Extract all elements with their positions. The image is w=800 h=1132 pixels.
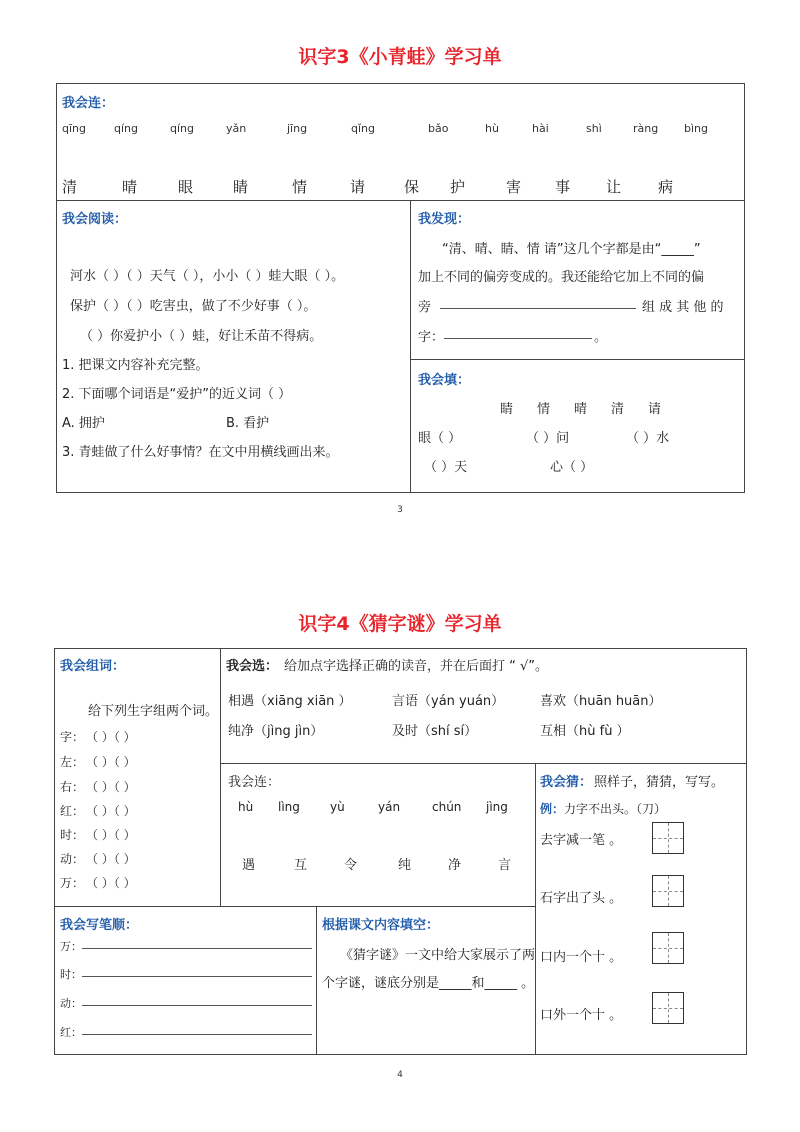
- stroke-line[interactable]: [82, 948, 312, 949]
- riddle: 口内一个十 。: [540, 950, 623, 965]
- read-option-b: B. 看护: [226, 416, 270, 431]
- pinyin: qǐng: [351, 122, 375, 135]
- group-char: 右：: [60, 780, 85, 794]
- riddle: 去字减一笔 。: [540, 833, 623, 848]
- example-text: 力字不出头。（刀）: [564, 802, 667, 816]
- word: 请: [648, 402, 662, 417]
- stroke-label: 我会写笔顺：: [60, 918, 139, 933]
- choose-item[interactable]: 及时（shí sí）: [392, 724, 478, 739]
- group-blanks[interactable]: （ ）（ ）: [86, 852, 136, 866]
- discover-text: 。: [594, 330, 608, 345]
- guess-instruction: 照样子，猜猜，写写。: [594, 775, 725, 790]
- choose-item[interactable]: 互相（hù fù ）: [540, 724, 630, 739]
- char: 净: [448, 858, 462, 873]
- discover-text: “清、晴、睛、情 请”这几个字都是由“_____”: [442, 242, 701, 257]
- answer-grid[interactable]: [652, 932, 684, 964]
- riddle: 口外一个十 。: [540, 1008, 623, 1023]
- pinyin: bìng: [684, 122, 708, 135]
- group-blanks[interactable]: （ ）（ ）: [86, 730, 136, 744]
- stroke-line[interactable]: [82, 1034, 312, 1035]
- group-label: 我会组词：: [60, 659, 126, 674]
- group-char: 红：: [60, 804, 85, 818]
- answer-grid[interactable]: [652, 992, 684, 1024]
- stroke-char: 红：: [60, 1026, 82, 1039]
- group-blanks[interactable]: （ ）（ ）: [86, 804, 136, 818]
- discover-text: 字：: [418, 330, 445, 345]
- page-number: 4: [397, 1070, 403, 1080]
- choose-item[interactable]: 纯净（jìng jìn）: [228, 724, 324, 739]
- group-char: 字：: [60, 730, 85, 744]
- char: 言: [498, 858, 512, 873]
- cloze-text: 个字谜，谜底分别是_____和_____ 。: [322, 976, 535, 991]
- read-question: 2. 下面哪个词语是“爱护”的近义词（ ）: [62, 387, 292, 402]
- fill-blank[interactable]: 眼（ ）: [418, 431, 462, 446]
- char: 病: [658, 178, 674, 196]
- char: 纯: [398, 858, 412, 873]
- divider: [535, 763, 536, 1055]
- word: 晴: [574, 402, 588, 417]
- word: 情: [537, 402, 551, 417]
- char: 请: [350, 178, 366, 196]
- example-label: 例：: [540, 802, 565, 816]
- answer-blank[interactable]: [444, 338, 592, 339]
- guess-label: 我会猜：: [540, 775, 593, 790]
- pinyin: jìng: [486, 800, 508, 814]
- riddle: 石字出了头 。: [540, 891, 623, 906]
- read-question: 3. 青蛙做了什么好事情？在文中用横线画出来。: [62, 445, 339, 460]
- fill-blank[interactable]: （ ）天: [424, 460, 468, 475]
- pinyin: hài: [532, 122, 549, 135]
- char: 互: [294, 858, 308, 873]
- group-instruction: 给下列生字组两个词。: [88, 704, 219, 719]
- char: 情: [292, 178, 308, 196]
- read-option-a: A. 拥护: [62, 416, 105, 431]
- answer-blank[interactable]: [440, 308, 636, 309]
- word: 清: [611, 402, 625, 417]
- char: 保: [404, 178, 420, 196]
- read-passage-line: （ ）你爱护小（ ）蛙，好让禾苗不得病。: [80, 329, 323, 344]
- fill-blank[interactable]: 心（ ）: [550, 460, 594, 475]
- group-blanks[interactable]: （ ）（ ）: [86, 755, 136, 769]
- discover-text: 旁: [418, 300, 432, 315]
- pinyin: bǎo: [428, 122, 449, 135]
- discover-text: 组 成 其 他 的: [642, 300, 724, 315]
- fill-blank[interactable]: （ ）问: [526, 431, 570, 446]
- word: 睛: [500, 402, 514, 417]
- char: 清: [62, 178, 78, 196]
- divider: [54, 906, 535, 907]
- choose-instruction: 给加点字选择正确的读音，并在后面打 “ √”。: [284, 659, 549, 674]
- pinyin: hù: [238, 800, 254, 814]
- read-label: 我会阅读：: [62, 212, 128, 227]
- pinyin: yán: [378, 800, 401, 814]
- pinyin: shì: [586, 122, 602, 135]
- pinyin: qīng: [62, 122, 86, 135]
- answer-grid[interactable]: [652, 822, 684, 854]
- discover-text: 加上不同的偏旁变成的。我还能给它加上不同的偏: [418, 270, 705, 285]
- char: 令: [344, 858, 358, 873]
- char: 让: [606, 178, 622, 196]
- stroke-line[interactable]: [82, 1005, 312, 1006]
- stroke-char: 时：: [60, 968, 82, 981]
- choose-item[interactable]: 言语（yán yuán）: [392, 694, 505, 709]
- pinyin: hù: [485, 122, 499, 135]
- cloze-text: 《猜字谜》一文中给大家展示了两: [340, 948, 536, 963]
- divider: [56, 200, 745, 201]
- answer-grid[interactable]: [652, 875, 684, 907]
- connect-label: 我会连：: [62, 96, 115, 111]
- divider: [410, 359, 745, 360]
- char: 眼: [178, 178, 194, 196]
- fill-label: 我会填：: [418, 373, 471, 388]
- group-blanks[interactable]: （ ）（ ）: [86, 828, 136, 842]
- group-char: 时：: [60, 828, 85, 842]
- connect4-label: 我会连：: [228, 775, 281, 790]
- divider: [410, 200, 411, 493]
- char: 事: [555, 178, 571, 196]
- sheet4-title: 识字4《猜字谜》学习单: [298, 613, 502, 635]
- group-char: 万：: [60, 876, 85, 890]
- char: 遇: [242, 858, 256, 873]
- page-number: 3: [397, 505, 403, 515]
- pinyin: qíng: [114, 122, 138, 135]
- stroke-line[interactable]: [82, 976, 312, 977]
- choose-label: 我会选：: [226, 659, 279, 674]
- read-question: 1. 把课文内容补充完整。: [62, 358, 209, 373]
- discover-label: 我发现：: [418, 212, 471, 227]
- char: 晴: [122, 178, 138, 196]
- group-blanks[interactable]: （ ）（ ）: [86, 876, 136, 890]
- pinyin: jīng: [287, 122, 308, 135]
- read-passage-line: 河水（ ）（ ）天气（ ），小小（ ）蛙大眼（ ）。: [70, 269, 345, 284]
- pinyin: lìng: [278, 800, 300, 814]
- stroke-char: 动：: [60, 997, 82, 1010]
- choose-item[interactable]: 喜欢（huān huān）: [540, 694, 662, 709]
- pinyin: yù: [330, 800, 345, 814]
- divider: [316, 906, 317, 1055]
- char: 害: [506, 178, 522, 196]
- pinyin: ràng: [633, 122, 659, 135]
- choose-item[interactable]: 相遇（xiāng xiān ）: [228, 694, 352, 709]
- divider: [220, 648, 221, 906]
- pinyin: chún: [432, 800, 462, 814]
- group-char: 动：: [60, 852, 85, 866]
- fill-blank[interactable]: （ ）水: [626, 431, 670, 446]
- pinyin: qíng: [170, 122, 194, 135]
- char: 护: [450, 178, 466, 196]
- divider: [220, 763, 747, 764]
- group-char: 左：: [60, 755, 85, 769]
- sheet3-title: 识字3《小青蛙》学习单: [298, 46, 502, 68]
- group-blanks[interactable]: （ ）（ ）: [86, 780, 136, 794]
- read-passage-line: 保护（ ）（ ）吃害虫，做了不少好事（ ）。: [70, 299, 317, 314]
- stroke-char: 万：: [60, 940, 82, 953]
- cloze-label: 根据课文内容填空：: [322, 918, 440, 933]
- pinyin: yǎn: [226, 122, 247, 135]
- char: 睛: [233, 178, 249, 196]
